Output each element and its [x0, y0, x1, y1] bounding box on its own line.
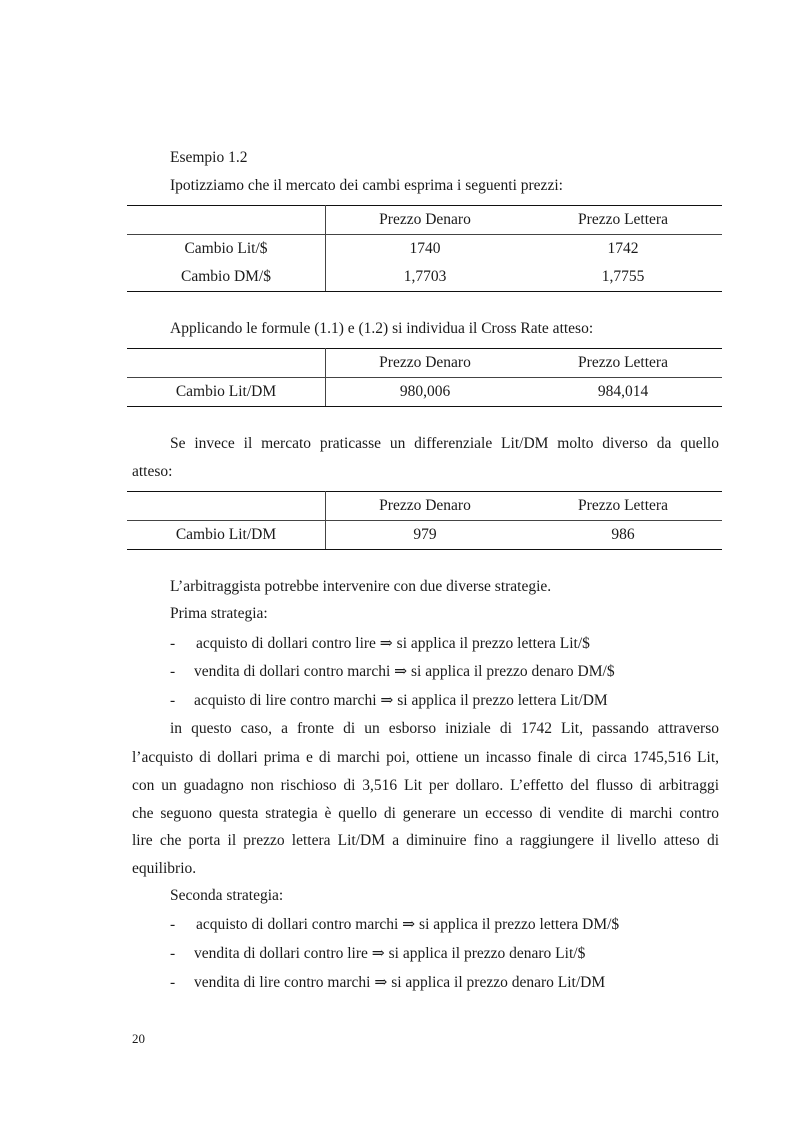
table-header-row [127, 349, 722, 378]
table-row [127, 235, 722, 264]
page-number: 20 [132, 1031, 145, 1046]
table-cell: 986 [524, 521, 722, 550]
table-cell: 984,014 [524, 378, 722, 407]
market-text-line-2: atteso: [132, 463, 173, 480]
bullet-dash: - [170, 916, 176, 933]
table-header-cell: Prezzo Lettera [524, 206, 722, 235]
strategy1-item: vendita di dollari contro marchi ⇒ si applica il prezzo denaro DM/$ [194, 663, 615, 680]
table-cell: 1,7703 [326, 263, 525, 292]
strategy1-paragraph-line: l’acquisto di dollari prima e di marchi poi, ottiene un incasso finale di circa 1745,516 Lit, [132, 749, 719, 766]
strategy1-paragraph-line: che seguono questa strategia è quello di generare un eccesso di vendite di marchi contro [132, 805, 719, 822]
price-table-3 [127, 491, 722, 550]
strategy2-item: vendita di dollari contro lire ⇒ si applica il prezzo denaro Lit/$ [194, 945, 586, 962]
intro-text: Ipotizziamo che il mercato dei cambi esprima i seguenti prezzi: [170, 177, 563, 194]
example-title: Esempio 1.2 [170, 149, 248, 166]
table-row [127, 263, 722, 292]
table-header-cell: Prezzo Lettera [524, 349, 722, 378]
table-header-row [127, 206, 722, 235]
table-row [127, 521, 722, 550]
strategy1-item: acquisto di lire contro marchi ⇒ si applica il prezzo lettera Lit/DM [194, 692, 608, 709]
table-cell: 1740 [409, 240, 441, 257]
table-header-cell [127, 492, 326, 521]
table-cell: 1742 [607, 240, 639, 257]
table-cell: Cambio Lit/DM [127, 378, 326, 407]
strategy1-paragraph-line: lire che porta il prezzo lettera Lit/DM a diminuire fino a raggiungere il livello atteso di [132, 832, 719, 849]
price-table-1 [127, 205, 722, 292]
table-header-cell [127, 349, 326, 378]
strategy1-item: acquisto di dollari contro lire ⇒ si applica il prezzo lettera Lit/$ [196, 635, 590, 652]
price-table-2 [127, 348, 722, 407]
table-header-cell: Prezzo Denaro [326, 492, 525, 521]
table-header-row [127, 492, 722, 521]
table-cell: 979 [326, 521, 525, 550]
formula-text: Applicando le formule (1.1) e (1.2) si individua il Cross Rate atteso: [170, 320, 594, 337]
bullet-dash: - [170, 663, 176, 680]
table-header-cell: Prezzo Denaro [326, 206, 525, 235]
table-header-cell: Prezzo Denaro [326, 349, 525, 378]
strategy2-item: acquisto di dollari contro marchi ⇒ si applica il prezzo lettera DM/$ [196, 916, 620, 933]
strategy2-item: vendita di lire contro marchi ⇒ si applica il prezzo denaro Lit/DM [194, 974, 606, 991]
bullet-dash: - [170, 635, 176, 652]
table-header-cell [127, 206, 326, 235]
table-cell: 1,7755 [524, 263, 722, 292]
table-row [127, 378, 722, 407]
table-cell: Cambio Lit/DM [127, 521, 326, 550]
strategy1-paragraph-line: con un guadagno non rischioso di 3,516 Lit per dollaro. L’effetto del flusso di arbitraggi [132, 777, 719, 794]
strategy1-paragraph-line: in questo caso, a fronte di un esborso iniziale di 1742 Lit, passando attraverso [170, 720, 719, 737]
table-cell: Cambio Lit/$ [127, 235, 326, 264]
arbitrage-text: L’arbitraggista potrebbe intervenire con due diverse strategie. [170, 578, 552, 595]
strategy1-paragraph-line: equilibrio. [132, 860, 197, 877]
table-cell: Cambio DM/$ [127, 263, 326, 292]
strategy1-title: Prima strategia: [170, 605, 268, 622]
strategy2-title: Seconda strategia: [170, 887, 284, 904]
market-text-line-1: Se invece il mercato praticasse un differenziale Lit/DM molto diverso da quello [170, 435, 719, 452]
bullet-dash: - [170, 945, 176, 962]
table-header-cell: Prezzo Lettera [524, 492, 722, 521]
bullet-dash: - [170, 974, 176, 991]
bullet-dash: - [170, 692, 176, 709]
table-cell: 980,006 [326, 378, 525, 407]
